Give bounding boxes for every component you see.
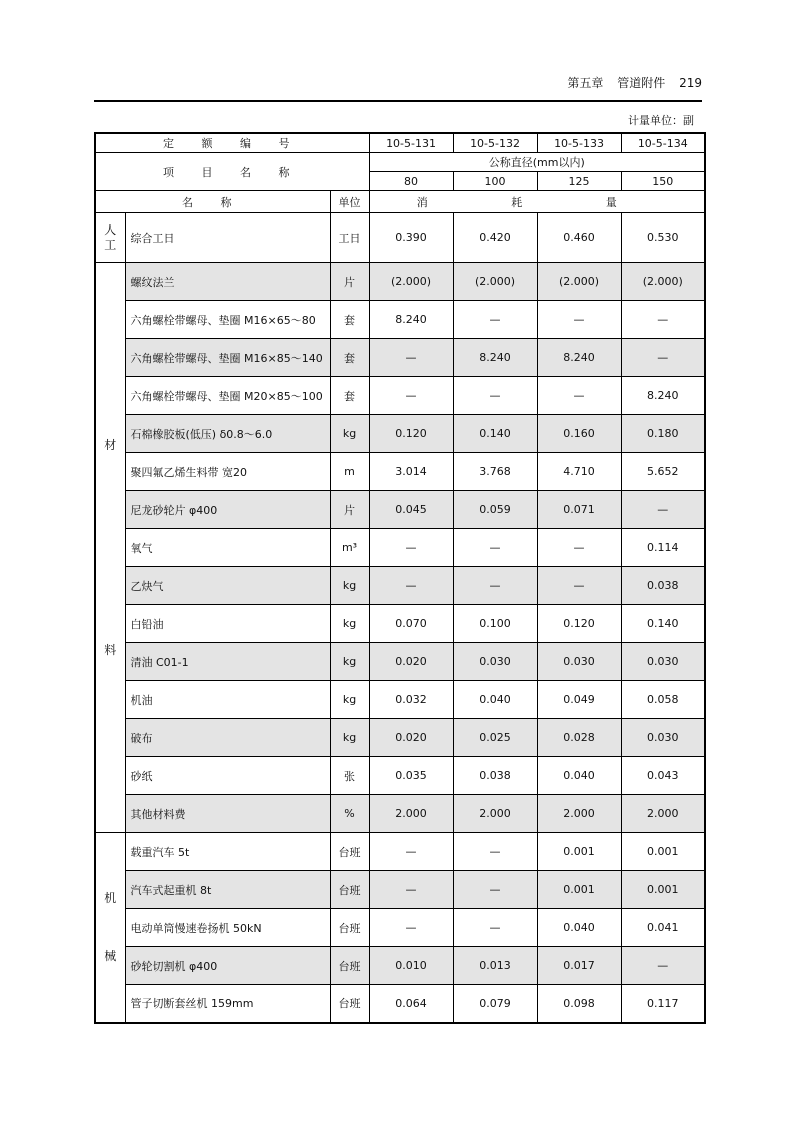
- item-name: 载重汽车 5t: [125, 833, 330, 871]
- value-cell: —: [453, 529, 537, 567]
- value-cell: —: [369, 339, 453, 377]
- value-cell: 2.000: [537, 795, 621, 833]
- chapter-label: 第五章: [567, 76, 604, 90]
- diameter-label: 公称直径(mm以内): [369, 153, 705, 172]
- value-cell: —: [453, 567, 537, 605]
- value-cell: —: [621, 491, 705, 529]
- value-cell: —: [369, 833, 453, 871]
- value-cell: (2.000): [621, 263, 705, 301]
- table-row: [95, 795, 705, 833]
- quota-table: [94, 132, 706, 1024]
- value-cell: 0.032: [369, 681, 453, 719]
- value-cell: 8.240: [537, 339, 621, 377]
- value-cell: 0.001: [537, 871, 621, 909]
- value-cell: 0.070: [369, 605, 453, 643]
- item-unit: kg: [330, 719, 369, 757]
- value-cell: (2.000): [369, 263, 453, 301]
- item-unit: kg: [330, 415, 369, 453]
- value-cell: 0.001: [621, 833, 705, 871]
- value-cell: 3.014: [369, 453, 453, 491]
- item-unit: 片: [330, 491, 369, 529]
- item-name: 砂轮切割机 φ400: [125, 947, 330, 985]
- table-row: [95, 985, 705, 1023]
- page-header: [94, 74, 702, 96]
- value-cell: 0.530: [621, 213, 705, 263]
- item-name: 管子切断套丝机 159mm: [125, 985, 330, 1023]
- item-name-row: [95, 153, 705, 172]
- item-name: 尼龙砂轮片 φ400: [125, 491, 330, 529]
- value-cell: 0.140: [453, 415, 537, 453]
- value-cell: 0.028: [537, 719, 621, 757]
- value-cell: 0.160: [537, 415, 621, 453]
- col-consumption-label: 消 耗 量: [369, 191, 705, 213]
- value-cell: 0.030: [621, 719, 705, 757]
- table-row: [95, 339, 705, 377]
- value-cell: 3.768: [453, 453, 537, 491]
- table-row: [95, 567, 705, 605]
- item-name: 汽车式起重机 8t: [125, 871, 330, 909]
- value-cell: 0.058: [621, 681, 705, 719]
- item-name: 白铅油: [125, 605, 330, 643]
- unit-note: 计量单位：副: [628, 114, 694, 127]
- item-unit: 套: [330, 301, 369, 339]
- value-cell: (2.000): [537, 263, 621, 301]
- table-row: [95, 529, 705, 567]
- value-cell: 0.035: [369, 757, 453, 795]
- item-name: 六角螺栓带螺母、垫圈 M16×85～140: [125, 339, 330, 377]
- value-cell: 8.240: [453, 339, 537, 377]
- value-cell: 8.240: [621, 377, 705, 415]
- item-unit: 台班: [330, 833, 369, 871]
- header-rule: [94, 100, 702, 102]
- table-row: [95, 453, 705, 491]
- value-cell: 0.043: [621, 757, 705, 795]
- table-row: [95, 491, 705, 529]
- diameter-cell: 125: [537, 172, 621, 191]
- item-unit: 套: [330, 377, 369, 415]
- item-name: 氧气: [125, 529, 330, 567]
- table-row: [95, 681, 705, 719]
- item-name: 清油 C01-1: [125, 643, 330, 681]
- item-unit: kg: [330, 643, 369, 681]
- value-cell: 0.120: [537, 605, 621, 643]
- item-unit: 台班: [330, 947, 369, 985]
- category-cell: [95, 833, 125, 1023]
- item-unit: kg: [330, 605, 369, 643]
- value-cell: 0.071: [537, 491, 621, 529]
- value-cell: 0.030: [621, 643, 705, 681]
- item-unit: m³: [330, 529, 369, 567]
- value-cell: 2.000: [621, 795, 705, 833]
- table-row: [95, 833, 705, 871]
- table-row: [95, 643, 705, 681]
- item-name: 破布: [125, 719, 330, 757]
- value-cell: 0.079: [453, 985, 537, 1023]
- value-cell: 0.001: [621, 871, 705, 909]
- item-name: 六角螺栓带螺母、垫圈 M16×65～80: [125, 301, 330, 339]
- value-cell: 0.013: [453, 947, 537, 985]
- value-cell: 0.010: [369, 947, 453, 985]
- table-row: [95, 301, 705, 339]
- value-cell: 0.460: [537, 213, 621, 263]
- item-unit: 台班: [330, 985, 369, 1023]
- item-name: 砂纸: [125, 757, 330, 795]
- code-cell: 10-5-133: [537, 133, 621, 153]
- value-cell: —: [537, 529, 621, 567]
- value-cell: —: [537, 301, 621, 339]
- code-cell: 10-5-131: [369, 133, 453, 153]
- code-cell: 10-5-132: [453, 133, 537, 153]
- table-row: [95, 605, 705, 643]
- value-cell: —: [369, 567, 453, 605]
- value-cell: 0.059: [453, 491, 537, 529]
- col-unit-label: 单位: [330, 191, 369, 213]
- value-cell: 0.098: [537, 985, 621, 1023]
- item-unit: kg: [330, 681, 369, 719]
- value-cell: 0.040: [537, 757, 621, 795]
- value-cell: 4.710: [537, 453, 621, 491]
- diameter-cell: 80: [369, 172, 453, 191]
- value-cell: 0.041: [621, 909, 705, 947]
- value-cell: —: [621, 339, 705, 377]
- value-cell: 0.120: [369, 415, 453, 453]
- value-cell: 0.030: [537, 643, 621, 681]
- value-cell: 0.420: [453, 213, 537, 263]
- col-name-label: 名 称: [95, 191, 330, 213]
- value-cell: 0.017: [537, 947, 621, 985]
- value-cell: 0.049: [537, 681, 621, 719]
- value-cell: —: [369, 871, 453, 909]
- value-cell: 0.025: [453, 719, 537, 757]
- value-cell: —: [621, 947, 705, 985]
- diameter-cell: 150: [621, 172, 705, 191]
- table-row: [95, 909, 705, 947]
- item-unit: 张: [330, 757, 369, 795]
- item-name: 机油: [125, 681, 330, 719]
- item-name: 螺纹法兰: [125, 263, 330, 301]
- item-name: 综合工日: [125, 213, 330, 263]
- value-cell: 5.652: [621, 453, 705, 491]
- value-cell: —: [621, 301, 705, 339]
- item-unit: 套: [330, 339, 369, 377]
- item-unit: kg: [330, 567, 369, 605]
- category-char: 料: [104, 642, 117, 657]
- code-row: [95, 133, 705, 153]
- item-name: 其他材料费: [125, 795, 330, 833]
- value-cell: 2.000: [369, 795, 453, 833]
- value-cell: 2.000: [453, 795, 537, 833]
- value-cell: 0.064: [369, 985, 453, 1023]
- column-header-row: [95, 191, 705, 213]
- value-cell: 0.114: [621, 529, 705, 567]
- value-cell: 8.240: [369, 301, 453, 339]
- table-row: [95, 871, 705, 909]
- code-cell: 10-5-134: [621, 133, 705, 153]
- table-row: [95, 263, 705, 301]
- value-cell: 0.038: [453, 757, 537, 795]
- value-cell: —: [369, 377, 453, 415]
- item-unit: 工日: [330, 213, 369, 263]
- code-label: 定 额 编 号: [95, 133, 369, 153]
- item-name: 石棉橡胶板(低压) δ0.8～6.0: [125, 415, 330, 453]
- value-cell: 0.030: [453, 643, 537, 681]
- item-name: 聚四氟乙烯生料带 宽20: [125, 453, 330, 491]
- item-unit: 台班: [330, 871, 369, 909]
- value-cell: —: [537, 377, 621, 415]
- item-name: 乙炔气: [125, 567, 330, 605]
- category-char: 材: [104, 438, 117, 453]
- item-name: 六角螺栓带螺母、垫圈 M20×85～100: [125, 377, 330, 415]
- category-char: 械: [104, 949, 117, 964]
- table-row: [95, 377, 705, 415]
- item-name: 电动单筒慢速卷扬机 50kN: [125, 909, 330, 947]
- item-unit: 台班: [330, 909, 369, 947]
- value-cell: 0.100: [453, 605, 537, 643]
- table-row: [95, 415, 705, 453]
- value-cell: (2.000): [453, 263, 537, 301]
- category-cell: [95, 213, 125, 263]
- value-cell: 0.038: [621, 567, 705, 605]
- category-char: 机: [104, 890, 117, 905]
- item-name-label: 项 目 名 称: [95, 153, 369, 191]
- value-cell: 0.140: [621, 605, 705, 643]
- section-label: 管道附件: [617, 76, 666, 90]
- diameter-cell: 100: [453, 172, 537, 191]
- value-cell: 0.020: [369, 719, 453, 757]
- category-char: 人: [104, 223, 117, 238]
- table-row: [95, 757, 705, 795]
- category-cell: [95, 263, 125, 833]
- value-cell: —: [537, 567, 621, 605]
- item-unit: %: [330, 795, 369, 833]
- value-cell: 0.180: [621, 415, 705, 453]
- page-number: 219: [679, 76, 702, 90]
- value-cell: —: [369, 529, 453, 567]
- value-cell: 0.390: [369, 213, 453, 263]
- table-row: [95, 947, 705, 985]
- value-cell: —: [453, 833, 537, 871]
- table-row: [95, 213, 705, 263]
- value-cell: —: [453, 301, 537, 339]
- value-cell: —: [369, 909, 453, 947]
- value-cell: 0.040: [537, 909, 621, 947]
- value-cell: 0.040: [453, 681, 537, 719]
- value-cell: 0.001: [537, 833, 621, 871]
- item-unit: 片: [330, 263, 369, 301]
- value-cell: —: [453, 871, 537, 909]
- value-cell: 0.117: [621, 985, 705, 1023]
- category-char: 工: [104, 237, 117, 252]
- value-cell: 0.045: [369, 491, 453, 529]
- table-row: [95, 719, 705, 757]
- item-unit: m: [330, 453, 369, 491]
- value-cell: —: [453, 909, 537, 947]
- value-cell: —: [453, 377, 537, 415]
- value-cell: 0.020: [369, 643, 453, 681]
